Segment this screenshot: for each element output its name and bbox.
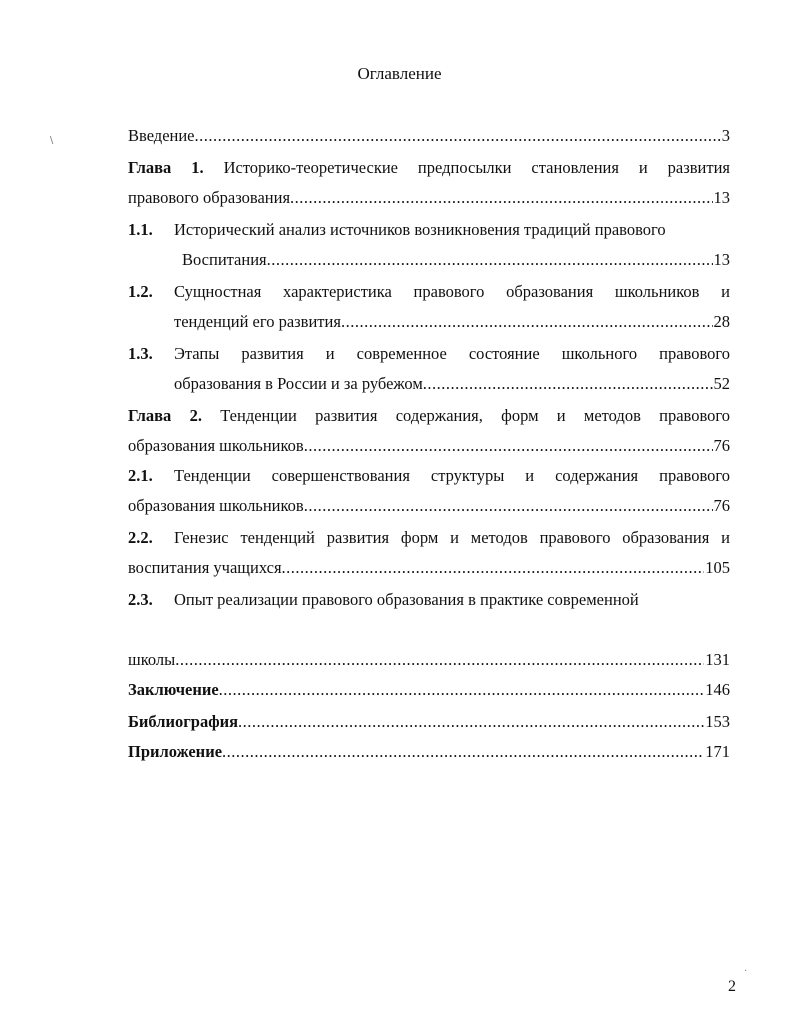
toc-entry-section-2-3[interactable] bbox=[174, 588, 730, 612]
page-number: 2 bbox=[728, 978, 736, 995]
dot-leader bbox=[341, 310, 713, 334]
toc-entry-title: Этапы развития и современное состояние школьного правового bbox=[174, 344, 730, 363]
toc-page-number: 105 bbox=[705, 558, 730, 577]
toc-entry-label: Заключение bbox=[128, 680, 219, 699]
toc-entry-title-cont: школы bbox=[128, 650, 176, 669]
toc-page-number: 146 bbox=[705, 680, 730, 699]
section-number: 2.2. bbox=[128, 528, 153, 547]
toc-entry-title: Исторический анализ источников возникновения традиций правового bbox=[174, 220, 666, 239]
toc-entry-label: Приложение bbox=[128, 742, 223, 761]
toc-page-number: 76 bbox=[713, 496, 730, 515]
toc-entry-chapter-2[interactable] bbox=[128, 404, 730, 428]
toc-entry-title: Тенденции совершенствования структуры и содержания правового bbox=[174, 466, 730, 485]
toc-page-number: 13 bbox=[713, 250, 730, 269]
toc-entry-chapter-2-cont[interactable] bbox=[128, 434, 730, 458]
toc-entry-label: Библиография bbox=[128, 712, 239, 731]
toc-entry-section-2-2[interactable] bbox=[174, 526, 730, 550]
dot-leader bbox=[304, 494, 713, 518]
dot-leader bbox=[195, 124, 721, 148]
scan-speck: ∖ bbox=[48, 136, 55, 147]
toc-entry-title: Опыт реализации правового образования в практике современной bbox=[174, 590, 639, 609]
section-number: 1.2. bbox=[128, 282, 153, 301]
toc-entry-section-2-1-cont[interactable] bbox=[128, 494, 730, 518]
chapter-number: Глава 1. bbox=[128, 158, 204, 177]
toc-page-number: 153 bbox=[705, 712, 730, 731]
dot-leader bbox=[175, 648, 704, 672]
toc-entry-title: Сущностная характеристика правового образования школьников и bbox=[174, 282, 730, 301]
scan-speck: · bbox=[744, 966, 748, 977]
toc-entry-section-1-1-cont[interactable] bbox=[182, 248, 730, 272]
toc-entry-title-cont: образования в России и за рубежом bbox=[174, 374, 423, 393]
dot-leader bbox=[423, 372, 713, 396]
toc-page-number: 171 bbox=[705, 742, 730, 761]
toc-entry-appendix[interactable] bbox=[128, 740, 730, 764]
toc-page-number: 3 bbox=[721, 126, 730, 145]
toc-entry-chapter-1[interactable] bbox=[128, 156, 730, 180]
toc-entry-title-cont: образования школьников bbox=[128, 496, 304, 515]
toc-entry-title-cont: тенденций его развития bbox=[174, 312, 341, 331]
toc-page-number: 131 bbox=[705, 650, 730, 669]
toc-entry-title: Историко-теоретические предпосылки становления и развития bbox=[223, 158, 730, 177]
toc-entry-title: Тенденции развития содержания, форм и методов правового bbox=[220, 406, 730, 425]
chapter-number: Глава 2. bbox=[128, 406, 202, 425]
dot-leader bbox=[304, 434, 713, 458]
section-number: 2.1. bbox=[128, 466, 153, 485]
toc-page-number: 52 bbox=[713, 374, 730, 393]
toc-page-number: 28 bbox=[713, 312, 730, 331]
toc-entry-section-2-3-cont[interactable] bbox=[128, 648, 730, 672]
toc-entry-title-cont: образования школьников bbox=[128, 436, 304, 455]
toc-entry-section-2-2-cont[interactable] bbox=[128, 556, 730, 580]
toc-entry-section-1-3[interactable] bbox=[174, 342, 730, 366]
dot-leader bbox=[238, 710, 704, 734]
toc-entry-section-1-3-cont[interactable] bbox=[174, 372, 730, 396]
toc-entry-title-cont: воспитания учащихся bbox=[128, 558, 282, 577]
toc-entry-section-1-2[interactable] bbox=[174, 280, 730, 304]
dot-leader bbox=[222, 740, 704, 764]
dot-leader bbox=[282, 556, 705, 580]
toc-entry-title-cont: правового образования bbox=[128, 188, 291, 207]
toc-entry-chapter-1-cont[interactable] bbox=[128, 186, 730, 210]
section-number: 1.1. bbox=[128, 220, 153, 239]
toc-entry-intro[interactable] bbox=[128, 124, 730, 148]
toc-page-number: 13 bbox=[713, 188, 730, 207]
section-number: 1.3. bbox=[128, 344, 153, 363]
dot-leader bbox=[267, 248, 713, 272]
dot-leader bbox=[219, 678, 705, 702]
toc-entry-section-1-1[interactable] bbox=[174, 218, 730, 242]
toc-page-number: 76 bbox=[713, 436, 730, 455]
toc-heading: Оглавление bbox=[357, 64, 442, 83]
toc-entry-label: Введение bbox=[128, 126, 195, 145]
toc-entry-section-2-1[interactable] bbox=[174, 464, 730, 488]
toc-entry-bibliography[interactable] bbox=[128, 710, 730, 734]
section-number: 2.3. bbox=[128, 590, 153, 609]
toc-entry-title: Генезис тенденций развития форм и методов правового образования и bbox=[174, 528, 730, 547]
toc-entry-title-cont: Воспитания bbox=[182, 250, 267, 269]
dot-leader bbox=[290, 186, 712, 210]
toc-entry-conclusion[interactable] bbox=[128, 678, 730, 702]
toc-entry-section-1-2-cont[interactable] bbox=[174, 310, 730, 334]
